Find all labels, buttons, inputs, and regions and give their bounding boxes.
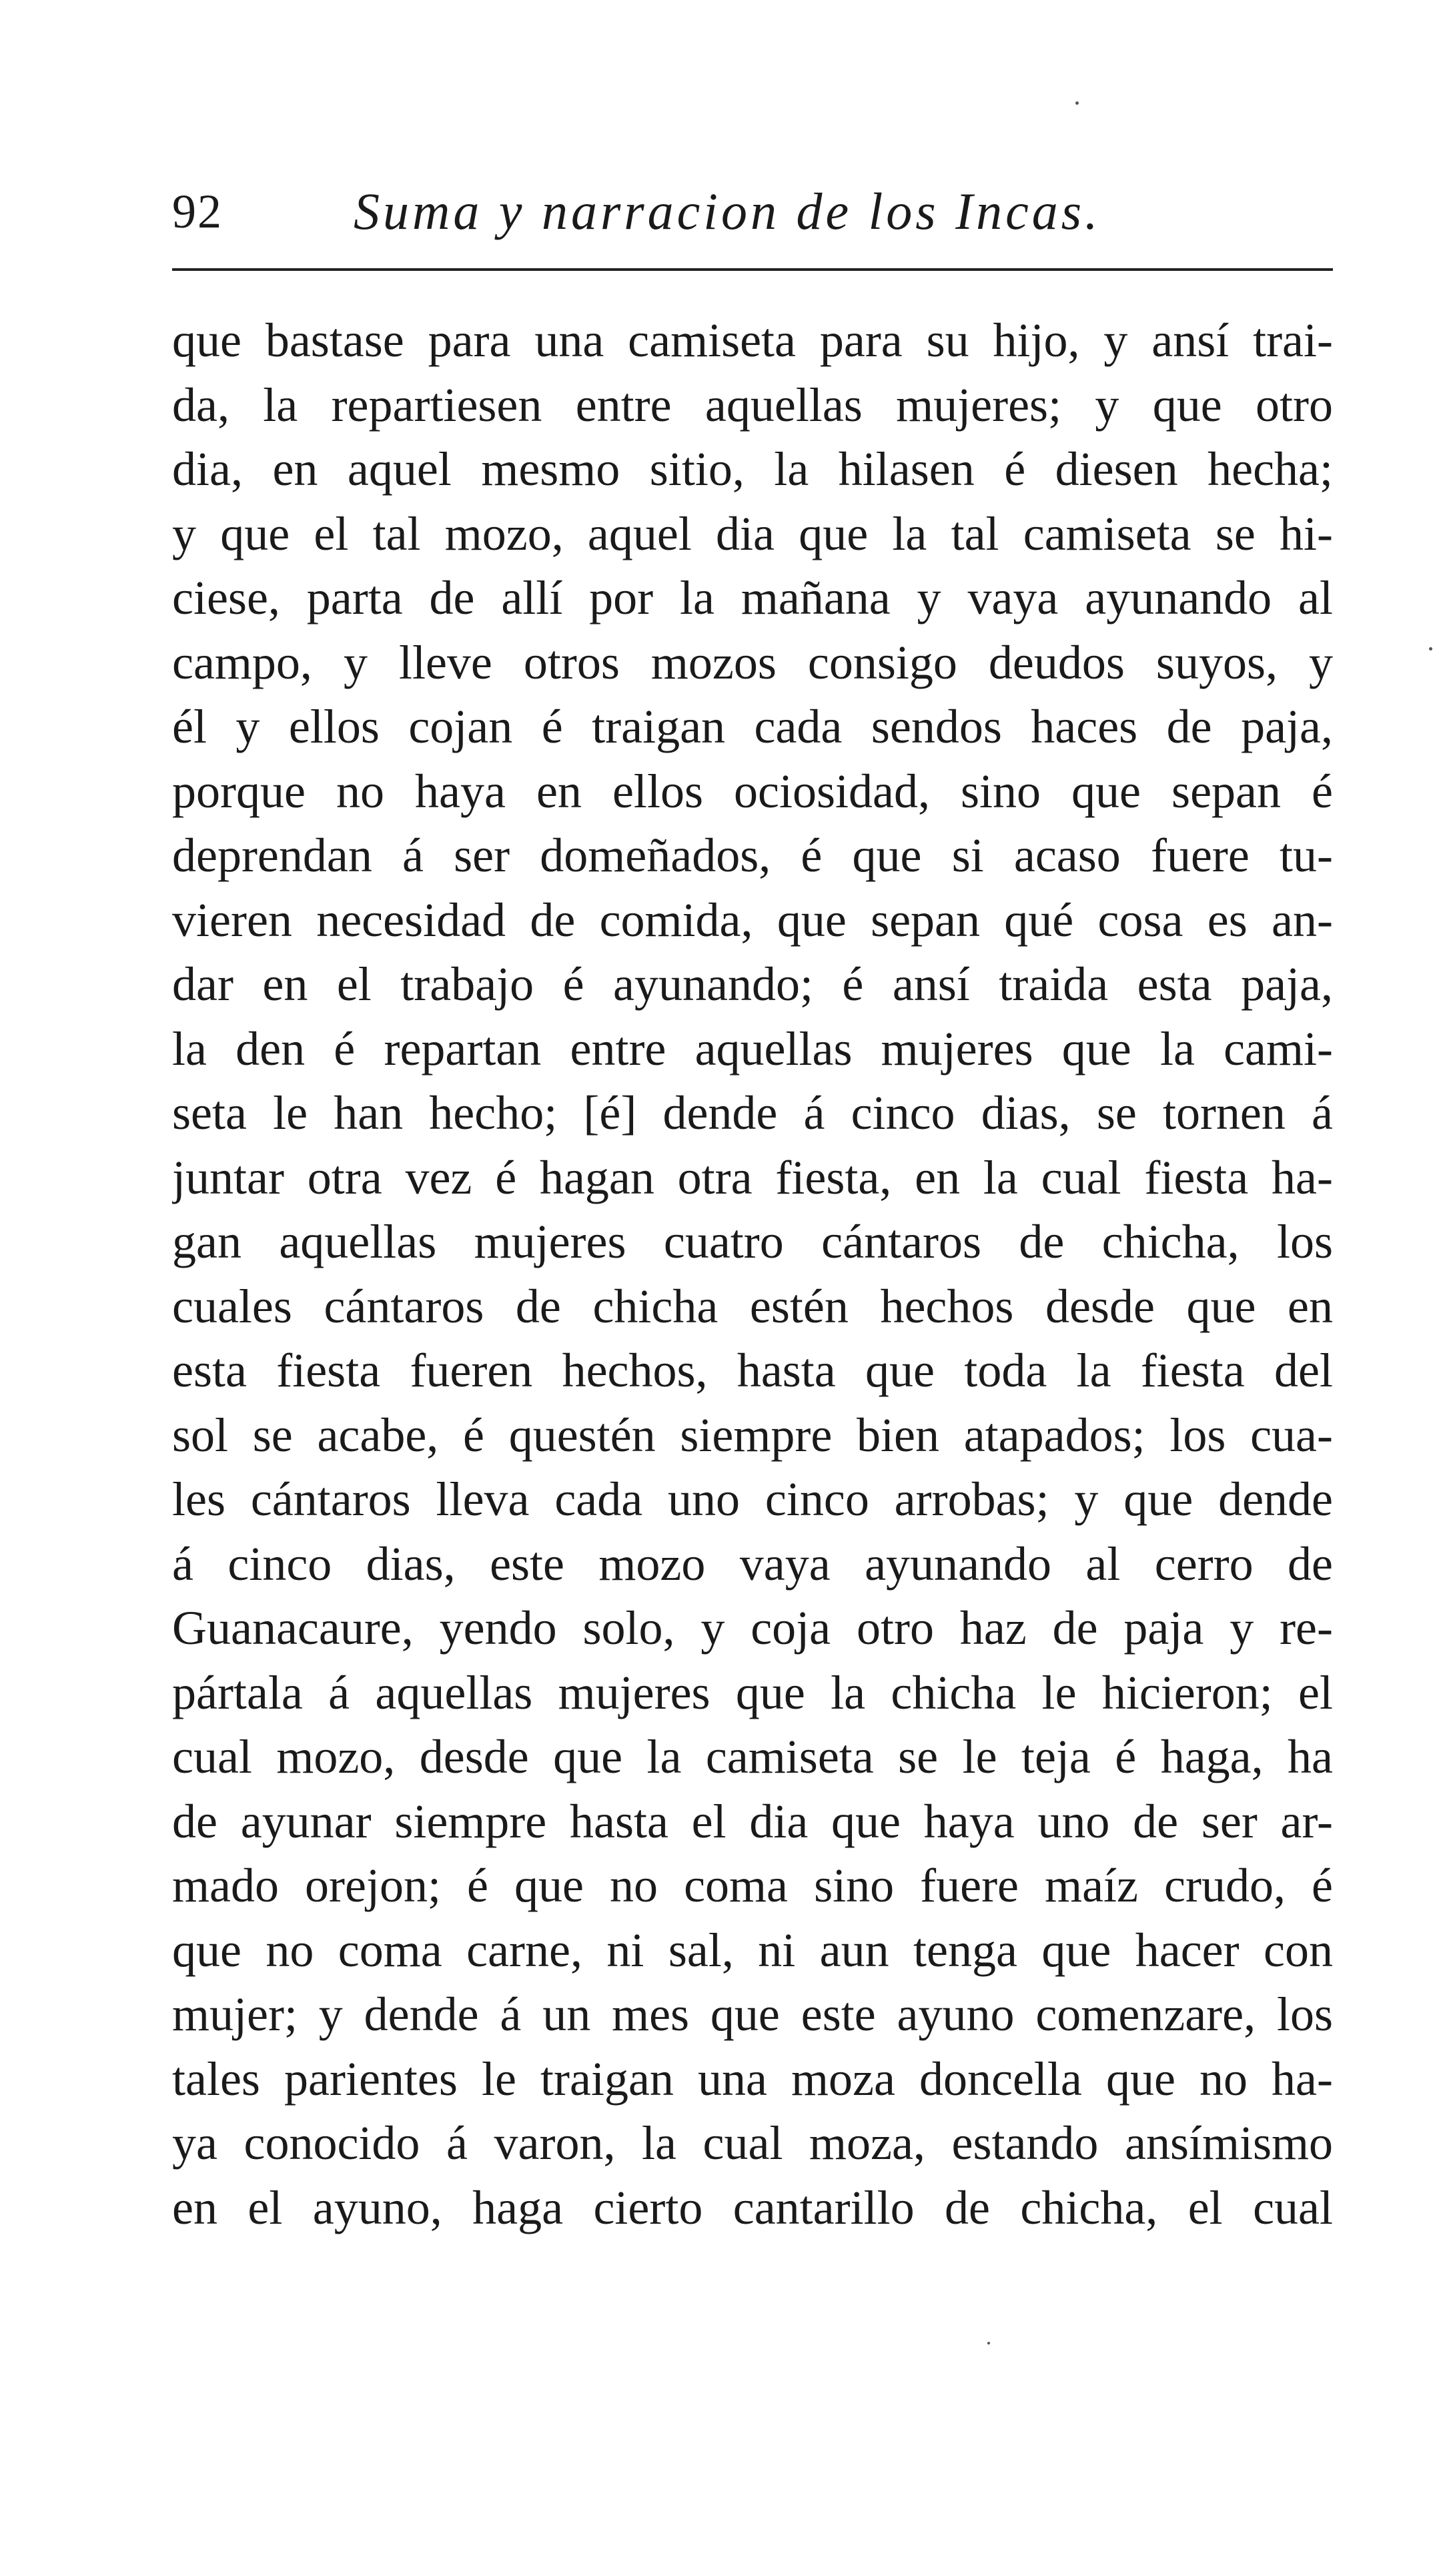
text-line: deprendan á ser domeñados, é que si acaso fuere tu-	[172, 829, 1333, 882]
text-line: gan aquellas mujeres cuatro cántaros de chicha, los	[172, 1215, 1333, 1268]
text-line: les cántaros lleva cada uno cinco arrobas; y que dende	[172, 1472, 1333, 1526]
text-line: pártala á aquellas mujeres que la chicha le hicieron; el	[172, 1665, 1333, 1719]
text-line: que bastase para una camiseta para su hijo, y ansí trai-	[172, 314, 1333, 367]
text-line: porque no haya en ellos ociosidad, sino que sepan é	[172, 764, 1333, 818]
text-line: mujer; y dende á un mes que este ayuno comenzare, los	[172, 1988, 1333, 2041]
text-line: campo, y lleve otros mozos consigo deudos suyos, y	[172, 635, 1333, 689]
text-line: á cinco dias, este mozo vaya ayunando al cerro de	[172, 1537, 1333, 1591]
text-line: Guanacaure, yendo solo, y coja otro haz de paja y re-	[172, 1601, 1333, 1655]
text-line: juntar otra vez é hagan otra fiesta, en la cual fiesta ha-	[172, 1150, 1333, 1204]
body-text	[172, 308, 1333, 2240]
text-line: ciese, parta de allí por la mañana y vaya ayunando al	[172, 571, 1333, 624]
text-line: seta le han hecho; [é] dende á cinco dias, se tornen á	[172, 1086, 1333, 1140]
text-line: que no coma carne, ni sal, ni aun tenga que hacer con	[172, 1923, 1333, 1977]
page-header	[172, 175, 1333, 248]
text-line: en el ayuno, haga cierto cantarillo de chicha, el cual	[172, 2180, 1333, 2234]
text-line: ya conocido á varon, la cual moza, estando ansímismo	[172, 2116, 1333, 2170]
print-speck	[1429, 647, 1432, 651]
text-line: da, la repartiesen entre aquellas mujeres; y que otro	[172, 378, 1333, 432]
text-line: de ayunar siempre hasta el dia que haya uno de ser ar-	[172, 1794, 1333, 1848]
text-line: tales parientes le traigan una moza doncella que no ha-	[172, 2052, 1333, 2106]
running-title: Suma y narracion de los Incas.	[354, 182, 1101, 240]
print-speck	[1075, 101, 1079, 105]
text-line: cual mozo, desde que la camiseta se le teja é haga, ha	[172, 1730, 1333, 1783]
text-line: y que el tal mozo, aquel dia que la tal camiseta se hi-	[172, 506, 1333, 560]
text-line: esta fiesta fueren hechos, hasta que toda la fiesta del	[172, 1344, 1333, 1397]
text-line: él y ellos cojan é traigan cada sendos haces de paja,	[172, 700, 1333, 753]
text-line: dar en el trabajo é ayunando; é ansí traida esta paja,	[172, 957, 1333, 1011]
text-line: dia, en aquel mesmo sitio, la hilasen é diesen hecha;	[172, 442, 1333, 496]
text-line: mado orejon; é que no coma sino fuere maíz crudo, é	[172, 1859, 1333, 1912]
text-line: la den é repartan entre aquellas mujeres que la cami-	[172, 1021, 1333, 1076]
page-number: 92	[172, 185, 223, 238]
print-speck	[987, 2342, 990, 2344]
text-line: cuales cántaros de chicha estén hechos desde que en	[172, 1279, 1333, 1333]
text-line: vieren necesidad de comida, que sepan qué cosa es an-	[172, 893, 1333, 947]
text-line: sol se acabe, é questén siempre bien atapados; los cua-	[172, 1408, 1333, 1462]
header-rule	[172, 268, 1333, 271]
